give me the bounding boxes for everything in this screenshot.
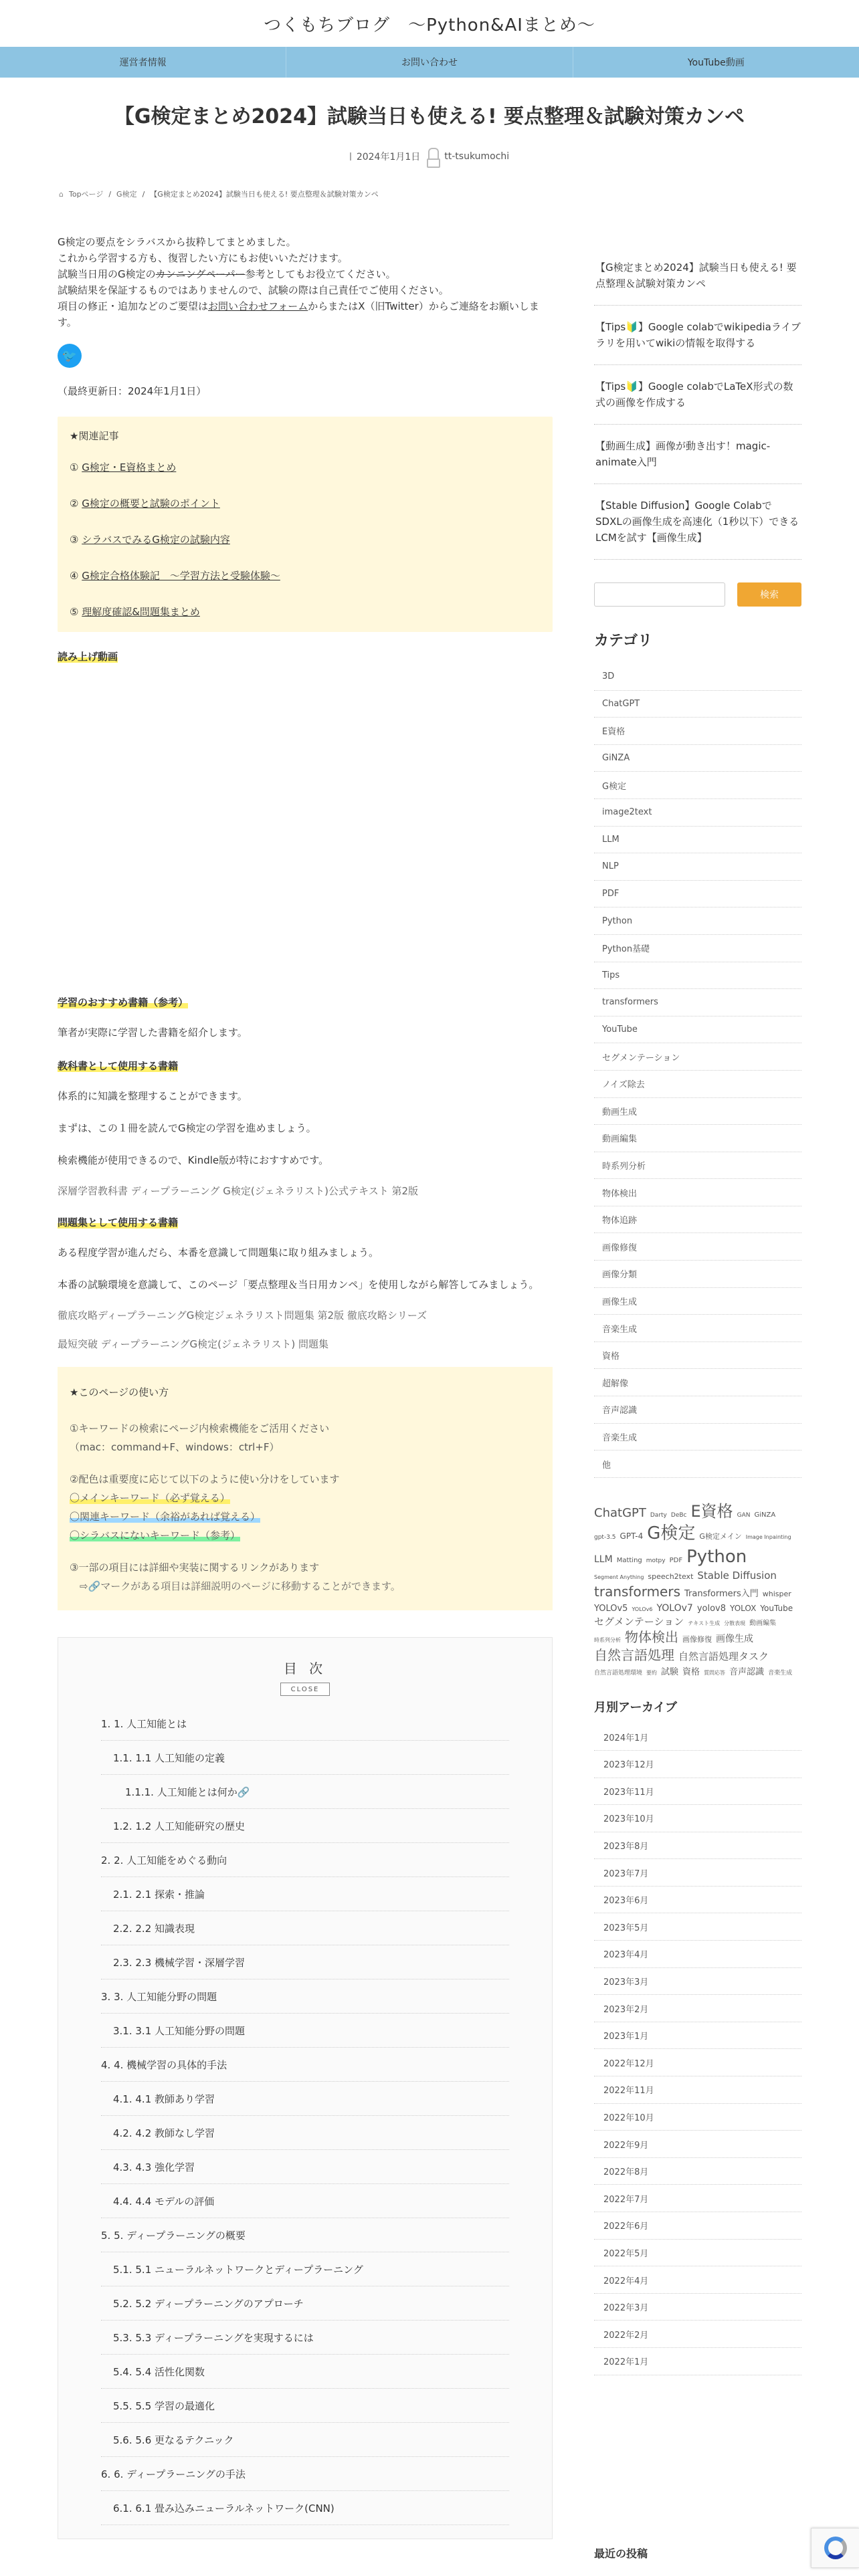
category-item[interactable]: transformers [594, 989, 801, 1016]
recent-post-link[interactable]: 【Stable Diffusion】Google Colabで SDXLの画像生成を高速化（1秒以下）できるLCMを試す【画像生成】 [594, 484, 801, 560]
home-icon: ⌂ [59, 189, 64, 199]
tag-link[interactable]: YOLOX [730, 1603, 757, 1613]
category-item[interactable]: 画像修復 [594, 1233, 801, 1261]
intro-line: これから学習する方も、復習したい方にもお使いいただけます。 [58, 252, 348, 264]
strike-text: カンニングペーパー [155, 268, 246, 280]
toc-item[interactable]: 4.1. 4.1 教師あり学習 [101, 2082, 509, 2116]
breadcrumb-separator: / [108, 189, 112, 199]
tag-link[interactable]: 資格 [682, 1667, 700, 1677]
archive-item[interactable]: 2024年1月 [594, 1723, 801, 1751]
paragraph: 本番の試験環境を意識して、このページ「要点整理＆当日用カンペ」を使用しながら解答してみましょう。 [58, 1279, 539, 1291]
archive-title: 月別アーカイブ [594, 1701, 678, 1715]
books-heading: 学習のおすすめ書籍（参考） [58, 996, 189, 1008]
nav-item-youtube[interactable]: YouTube動画 [687, 58, 745, 68]
search-button[interactable]: 検索 [737, 582, 801, 607]
breadcrumb-category[interactable]: G検定 [116, 190, 137, 199]
toc-item[interactable]: 5.6. 5.6 更なるテクニック [101, 2423, 509, 2457]
twitter-icon[interactable]: 🐦 [58, 344, 82, 368]
category-item[interactable]: ノイズ除去 [594, 1071, 801, 1098]
tag-link[interactable]: speech2text [648, 1572, 694, 1582]
category-item[interactable]: 動画生成 [594, 1098, 801, 1125]
archive-item[interactable]: 2022年9月 [594, 2131, 801, 2158]
archive-item[interactable]: 2023年1月 [594, 2022, 801, 2050]
post-date: 2024年1月1日 [356, 152, 421, 163]
recent-post-link[interactable]: 【G検定まとめ2024】試験当日も使える! 要点整理＆試験対策カンペ [594, 246, 801, 306]
tag-link[interactable]: 質問応答 [704, 1669, 726, 1676]
toc-item[interactable]: 5.1. 5.1 ニューラルネットワークとディープラーニング [101, 2252, 509, 2286]
related-link[interactable]: 理解度確認&問題集まとめ [82, 606, 200, 618]
breadcrumb-separator: / [142, 189, 145, 199]
howto-title: ★このページの使い方 [70, 1386, 169, 1398]
category-item[interactable]: G検定 [594, 772, 801, 799]
category-item[interactable]: Tips [594, 962, 801, 990]
tag-link[interactable]: Python [686, 1547, 747, 1568]
tag-link[interactable]: 物体検出 [625, 1628, 678, 1645]
category-item[interactable]: Python基礎 [594, 935, 801, 962]
related-title: ★関連記事 [70, 430, 119, 442]
howto-box [58, 1367, 553, 1610]
tag-link[interactable]: YOLOv6 [632, 1606, 653, 1612]
related-link[interactable]: G検定合格体験記 ～学習方法と受験体験～ [82, 570, 280, 582]
category-item[interactable]: 資格 [594, 1342, 801, 1370]
category-item[interactable]: 画像分類 [594, 1261, 801, 1288]
archive-item[interactable]: 2022年3月 [594, 2294, 801, 2321]
tag-link[interactable]: GPT-4 [619, 1531, 644, 1541]
book-link-textbook[interactable]: 深層学習教科書 ディープラーニング G検定(ジェネラリスト)公式テキスト 第2版 [58, 1185, 419, 1197]
tag-link[interactable]: セグメンテーション [594, 1615, 684, 1628]
recent-posts-title: 最近の投稿 [594, 2547, 648, 2560]
search-form [594, 582, 801, 607]
tag-link[interactable]: 試験 [661, 1667, 679, 1677]
category-item[interactable]: GiNZA [594, 745, 801, 772]
howto-line: ①キーワードの検索にページ内検索機能をご活用ください [70, 1422, 330, 1434]
paragraph: 体系的に知識を整理することができます。 [58, 1090, 248, 1102]
intro [58, 234, 553, 330]
toc-item[interactable]: 1. 1. 人工知能とは [101, 1707, 509, 1741]
toc-item[interactable]: 6. 6. ディープラーニングの手法 [101, 2457, 509, 2491]
toc-item[interactable]: 5.2. 5.2 ディープラーニングのアプローチ [101, 2286, 509, 2321]
toc-item[interactable]: 1.1. 1.1 人工知能の定義 [101, 1741, 509, 1775]
category-item[interactable]: 他 [594, 1451, 801, 1478]
tag-link[interactable]: 画像修復 [682, 1634, 712, 1644]
legend-reference-keyword: 〇シラバスにないキーワード（参考） [70, 1529, 241, 1541]
main-content [58, 234, 553, 2539]
recent-posts [594, 246, 801, 560]
categories-title: カテゴリ [594, 633, 653, 649]
recent-post-link[interactable]: 【動画生成】画像が動き出す！magic-animate入門 [594, 425, 801, 484]
howto-line: ②配色は重要度に応じて以下のように使い分けをしています [70, 1473, 340, 1485]
tag-link[interactable]: Darty [650, 1511, 667, 1519]
breadcrumb-top[interactable]: Topページ [68, 190, 104, 199]
category-item[interactable]: 時系列分析 [594, 1152, 801, 1180]
toc-item[interactable]: 4. 4. 機械学習の具体的手法 [101, 2048, 509, 2082]
category-item[interactable]: ChatGPT [594, 691, 801, 718]
recent-post-link[interactable]: 【Tips🔰】Google colabでwikipediaライブラリを用いてwikiの情報を取得する [594, 306, 801, 365]
tag-link[interactable]: G検定 [647, 1523, 696, 1544]
archive-item[interactable]: 2022年12月 [594, 2049, 801, 2076]
toc-item[interactable]: 5. 5. ディープラーニングの概要 [101, 2218, 509, 2252]
tag-link[interactable]: 要約 [646, 1669, 658, 1676]
tag-link[interactable]: Stable Diffusion [697, 1570, 777, 1582]
intro-line: 項目の修正・追加などのご要望はお問い合わせフォームからまたはX（旧Twitter）からご連絡をお願いします。 [58, 300, 539, 328]
tag-link[interactable]: YouTube [760, 1603, 793, 1613]
toc-item[interactable]: 2. 2. 人工知能をめぐる動向 [101, 1843, 509, 1877]
tag-link[interactable]: YOLOv5 [594, 1603, 628, 1614]
tag-link[interactable]: LLM [594, 1554, 613, 1566]
sidebar [594, 246, 801, 2375]
problem-heading: 問題集として使用する書籍 [58, 1216, 179, 1228]
archive-item[interactable]: 2022年4月 [594, 2266, 801, 2294]
toc-item[interactable]: 3.1. 3.1 人工知能分野の問題 [101, 2014, 509, 2048]
intro-line: 試験結果を保証するものではありませんので、試験の際は自己責任でご使用ください。 [58, 284, 449, 296]
legend-main-keyword: 〇メインキーワード（必ず覚える） [70, 1492, 230, 1504]
toc-item[interactable]: 5.5. 5.5 学習の最適化 [101, 2389, 509, 2423]
related-item: ④ G検定合格体験記 ～学習方法と受験体験～ [70, 570, 280, 582]
post-author[interactable]: tt-tsukumochi [444, 151, 510, 162]
tag-link[interactable]: Image Inpainting [745, 1534, 791, 1541]
tag-link[interactable]: yolov8 [696, 1603, 727, 1614]
tag-link[interactable]: 分散表現 [724, 1620, 746, 1626]
category-item[interactable]: PDF [594, 881, 801, 908]
archive-item[interactable]: 2023年10月 [594, 1805, 801, 1832]
tag-link[interactable]: motpy [646, 1558, 666, 1565]
archive-item[interactable]: 2023年8月 [594, 1832, 801, 1860]
search-input[interactable] [594, 582, 725, 607]
related-item: ② G検定の概要と試験のポイント [70, 498, 220, 510]
archive-item[interactable]: 2023年12月 [594, 1751, 801, 1778]
tag-link[interactable]: DeBc [670, 1511, 687, 1519]
category-item[interactable]: 音楽生成 [594, 1315, 801, 1342]
entry-header [0, 78, 859, 167]
howto-line: （mac：command+F、windows：ctrl+F） [70, 1441, 280, 1453]
paragraph: ある程度学習が進んだら、本番を意識して問題集に取り組みましょう。 [58, 1247, 379, 1259]
tag-link[interactable]: 動画編集 [749, 1619, 777, 1627]
category-item[interactable]: 画像生成 [594, 1288, 801, 1315]
nav-item-about[interactable]: 運営者情報 [0, 47, 286, 78]
recaptcha-badge[interactable] [811, 2528, 859, 2568]
archive-item[interactable]: 2023年7月 [594, 1859, 801, 1887]
tag-link[interactable]: 画像生成 [716, 1633, 753, 1644]
archive-item[interactable]: 2023年3月 [594, 1968, 801, 1996]
category-item[interactable]: Python [594, 907, 801, 935]
category-item[interactable]: image2text [594, 799, 801, 827]
intro-line: 試験当日用のG検定のカンニングペーパー参考としてもお役立てください。 [58, 268, 396, 280]
legend-related-keyword: 〇関連キーワード（余裕があれば覚える） [70, 1511, 261, 1523]
archive-item[interactable]: 2022年1月 [594, 2348, 801, 2375]
table-of-contents [58, 1637, 553, 2539]
paragraph: 検索機能が使用できるので、Kindle版が特におすすめです。 [58, 1154, 329, 1166]
archive-item[interactable]: 2023年2月 [594, 1995, 801, 2022]
tag-link[interactable]: 音声認識 [729, 1667, 765, 1677]
related-item: ⑤ 理解度確認&問題集まとめ [70, 606, 200, 618]
meta-separator [350, 152, 351, 160]
toc-item[interactable]: 2.1. 2.1 探索・推論 [101, 1877, 509, 1911]
archive-item[interactable]: 2023年11月 [594, 1778, 801, 1806]
toc-close-button[interactable]: CLOSE [280, 1683, 330, 1696]
category-item[interactable]: 超解像 [594, 1369, 801, 1396]
toc-item[interactable]: 1.2. 1.2 人工知能研究の歴史 [101, 1809, 509, 1843]
tag-link[interactable]: ChatGPT [594, 1505, 646, 1520]
toc-title: 目 次 [283, 1660, 327, 1677]
tag-link[interactable]: 自然言語処理環境 [594, 1669, 643, 1677]
category-item[interactable]: 音楽生成 [594, 1424, 801, 1451]
related-link[interactable]: G検定・E資格まとめ [82, 461, 177, 473]
books-intro: 筆者が実際に学習した書籍を紹介します。 [58, 1027, 248, 1039]
archive-item[interactable]: 2023年6月 [594, 1887, 801, 1914]
author-icon [425, 146, 439, 167]
tag-link[interactable]: gpt-3.5 [594, 1534, 616, 1541]
category-item[interactable]: YouTube [594, 1016, 801, 1044]
video-heading: 読み上げ動画 [58, 651, 118, 663]
archive-item[interactable]: 2022年7月 [594, 2185, 801, 2212]
tag-cloud [594, 1501, 801, 1679]
category-item[interactable]: 3D [594, 663, 801, 691]
category-item[interactable]: セグメンテーション [594, 1043, 801, 1071]
recent-post-link[interactable]: 【Tips🔰】Google colabでLaTeX形式の数式の画像を作成する [594, 365, 801, 425]
recaptcha-icon [824, 2537, 847, 2559]
toc-item[interactable]: 2.3. 2.3 機械学習・深層学習 [101, 1945, 509, 1979]
toc-item[interactable]: 5.4. 5.4 活性化関数 [101, 2355, 509, 2389]
paragraph: まずは、この１冊を読んでG検定の学習を進めましょう。 [58, 1122, 316, 1134]
archive-item[interactable]: 2022年10月 [594, 2104, 801, 2131]
tag-link[interactable]: E資格 [690, 1501, 733, 1521]
tag-link[interactable]: 音楽生成 [768, 1669, 793, 1677]
tag-link[interactable]: PDF [669, 1557, 683, 1565]
site-title[interactable]: つくもちブログ ～Python&AIまとめ～ [264, 15, 595, 35]
nav-item-contact[interactable]: お問い合わせ [286, 47, 573, 78]
tag-link[interactable]: transformers [594, 1583, 680, 1600]
toc-item[interactable]: 5.3. 5.3 ディープラーニングを実現するには [101, 2321, 509, 2355]
toc-item[interactable]: 4.3. 4.3 強化学習 [101, 2150, 509, 2184]
book-link-problem-2[interactable]: 最短突破 ディープラーニングG検定(ジェネラリスト) 問題集 [58, 1338, 329, 1350]
tag-link[interactable]: GAN [737, 1511, 751, 1519]
category-item[interactable]: 物体検出 [594, 1179, 801, 1206]
archive-item[interactable]: 2022年5月 [594, 2240, 801, 2267]
tag-link[interactable]: YOLOv7 [656, 1602, 693, 1614]
page-title: 【G検定まとめ2024】試験当日も使える! 要点整理＆試験対策カンペ [114, 105, 745, 128]
toc-item[interactable]: 3. 3. 人工知能分野の問題 [101, 1979, 509, 2014]
toc-item[interactable]: 2.2. 2.2 知識表現 [101, 1911, 509, 1945]
entry-meta [0, 146, 859, 167]
related-item: ③ シラバスでみるG検定の試験内容 [70, 534, 230, 546]
tag-link[interactable]: Segment Anything [594, 1574, 644, 1581]
toc-item[interactable]: 1.1.1. 人工知能とは何か🔗 [101, 1775, 509, 1809]
archive-item[interactable]: 2022年11月 [594, 2076, 801, 2104]
intro-line: G検定の要点をシラバスから抜粋してまとめました。 [58, 236, 296, 248]
breadcrumb-current: 【G検定まとめ2024】試験当日も使える! 要点整理＆試験対策カンペ [150, 190, 379, 199]
archive-list [594, 1723, 801, 2375]
breadcrumb [59, 189, 379, 199]
toc-item[interactable]: 6.1. 6.1 畳み込みニューラルネットワーク(CNN) [101, 2491, 509, 2525]
archive-item[interactable]: 2023年5月 [594, 1913, 801, 1941]
archive-item[interactable]: 2022年2月 [594, 2321, 801, 2348]
tag-link[interactable]: テキスト生成 [688, 1620, 721, 1626]
tag-link[interactable]: 時系列分析 [594, 1636, 621, 1643]
category-item[interactable]: LLM [594, 827, 801, 854]
book-link-problem-1[interactable]: 徹底攻略ディープラーニングG検定ジェネラリスト問題集 第2版 徹底攻略シリーズ [58, 1309, 427, 1321]
video-embed[interactable] [58, 663, 553, 978]
tag-link[interactable]: whisper [762, 1589, 791, 1598]
site-header [0, 0, 859, 47]
archive-item[interactable]: 2022年8月 [594, 2158, 801, 2185]
category-item[interactable]: 音声認識 [594, 1396, 801, 1424]
toc-item[interactable]: 4.4. 4.4 モデルの評価 [101, 2184, 509, 2218]
global-nav [0, 47, 859, 78]
tag-link[interactable]: GiNZA [754, 1511, 776, 1519]
tag-link[interactable]: 自然言語処理タスク [678, 1650, 769, 1662]
archive-item[interactable]: 2023年4月 [594, 1941, 801, 1968]
related-articles-box [58, 417, 553, 632]
related-link[interactable]: シラバスでみるG検定の試験内容 [82, 534, 230, 546]
category-item[interactable]: E資格 [594, 718, 801, 745]
contact-form-link[interactable]: お問い合わせフォーム [208, 300, 308, 312]
category-item[interactable]: 動画編集 [594, 1125, 801, 1152]
howto-line: ③一部の項目には詳細や実装に関するリンクがあります [70, 1562, 320, 1574]
howto-line: ⇨🔗マークがある項目は詳細説明のページに移動することができます。 [70, 1580, 401, 1592]
category-item[interactable]: 物体追跡 [594, 1206, 801, 1234]
related-item: ① G検定・E資格まとめ [70, 461, 177, 473]
toc-item[interactable]: 4.2. 4.2 教師なし学習 [101, 2116, 509, 2150]
tag-link[interactable]: Transformers入門 [684, 1588, 759, 1599]
related-link[interactable]: G検定の概要と試験のポイント [82, 498, 220, 510]
category-list [594, 663, 801, 1478]
tag-link[interactable]: 自然言語処理 [594, 1646, 674, 1663]
tag-link[interactable]: G検定メイン [699, 1532, 742, 1541]
last-updated: （最終更新日：2024年1月1日） [58, 385, 207, 397]
toc-list [101, 1707, 509, 2525]
textbook-heading: 教科書として使用する書籍 [58, 1060, 179, 1072]
category-item[interactable]: NLP [594, 853, 801, 881]
tag-link[interactable]: Matting [616, 1557, 642, 1565]
archive-item[interactable]: 2022年6月 [594, 2212, 801, 2240]
